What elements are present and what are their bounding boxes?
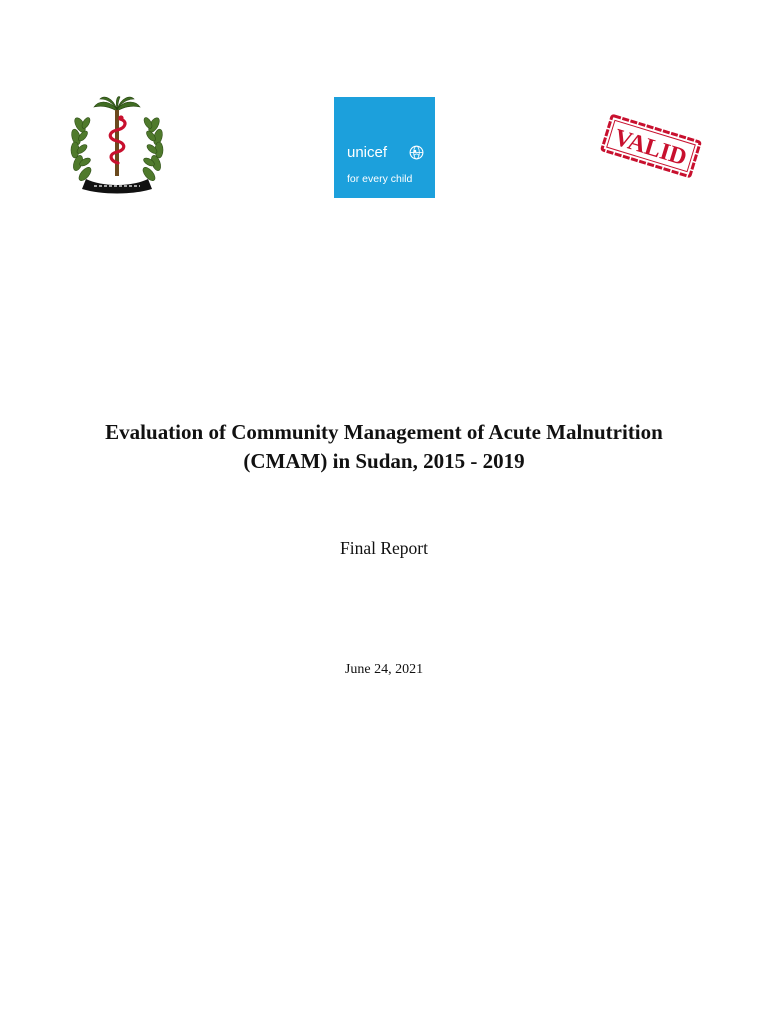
report-title — [0, 418, 768, 476]
valid-stamp-icon — [597, 110, 705, 182]
report-subtitle: Final Report — [340, 538, 428, 558]
ministry-of-health-emblem-icon — [68, 95, 166, 195]
unicef-logo — [334, 97, 435, 198]
valid-stamp-text: VALID — [611, 124, 690, 172]
ministry-of-health-emblem — [68, 95, 166, 195]
report-title-line-1: Evaluation of Community Management of Acute Malnutrition — [105, 420, 663, 444]
report-title-line-2: (CMAM) in Sudan, 2015 - 2019 — [243, 449, 525, 473]
report-date: June 24, 2021 — [344, 662, 424, 677]
unicef-wordmark: unicef — [347, 144, 388, 161]
unicef-tagline: for every child — [347, 173, 413, 185]
valid-stamp — [597, 110, 705, 182]
unicef-globe-icon — [409, 145, 424, 160]
